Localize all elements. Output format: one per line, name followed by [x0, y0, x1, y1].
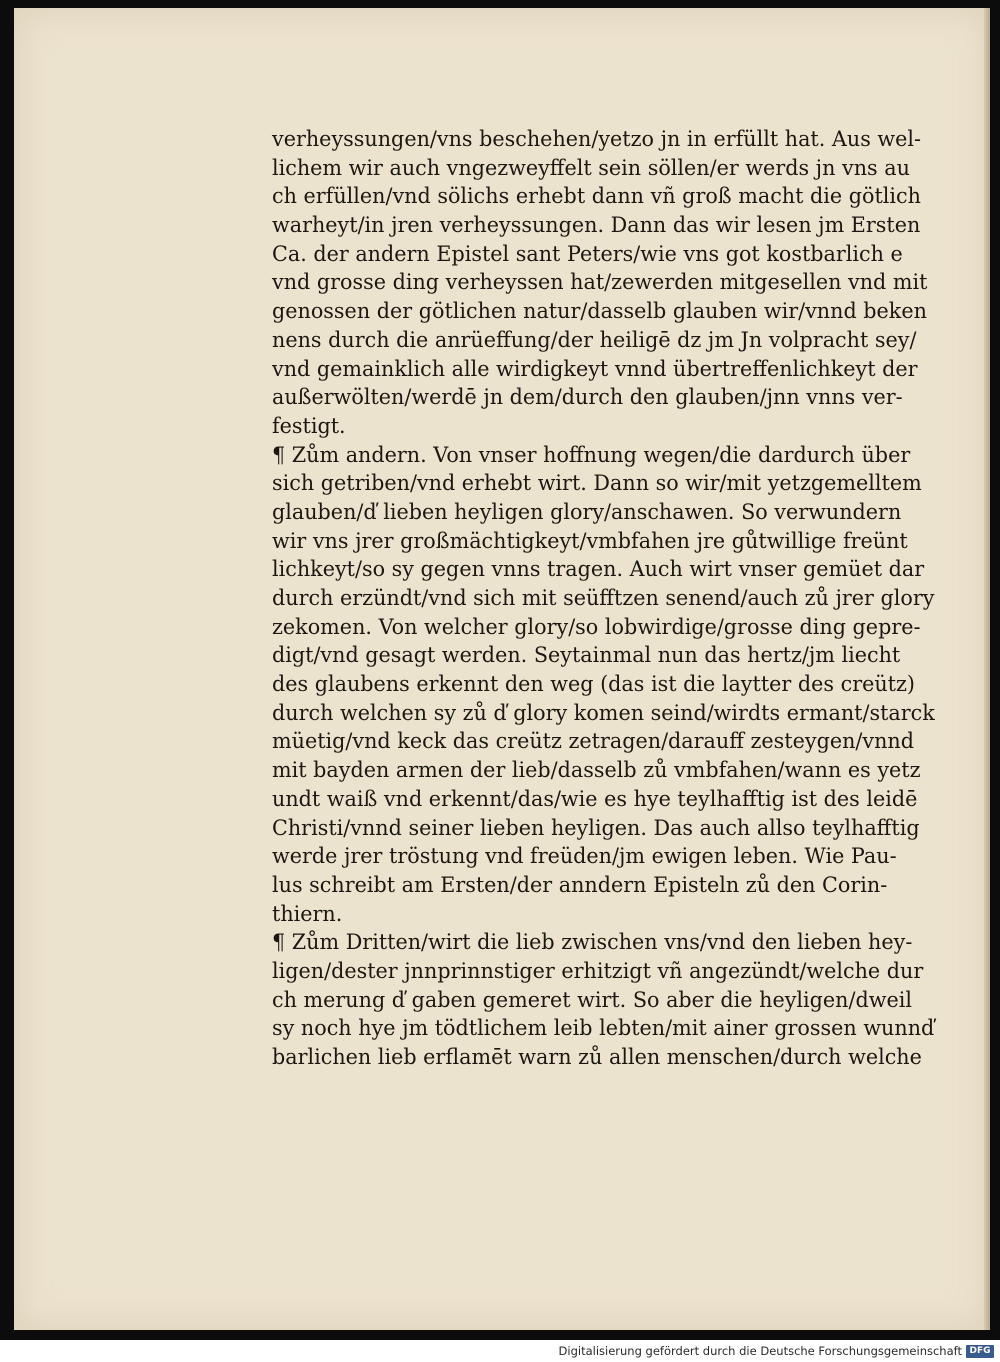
text-line: sich getriben/vnd erhebt wirt. Dann so wir/mit yetzgemelltem	[272, 471, 922, 496]
text-line: durch welchen sy zů ď glory komen seind/wirdts ermant/starck	[272, 700, 935, 725]
text-line: vnd gemainklich alle wirdigkeyt vnnd übertreffenlichkeyt der	[272, 356, 918, 381]
text-line: ligen/dester jnnprinnstiger erhitzigt vñ angezündt/welche dur	[272, 958, 924, 983]
text-line: verheyssungen/vns beschehen/yetzo jn in erfüllt hat. Aus wel-	[272, 127, 922, 151]
text-line: lichkeyt/so sy gegen vnns tragen. Auch wirt vnser gemüet dar	[272, 557, 925, 582]
text-line: ¶ Zům Dritten/wirt die lieb zwischen vns/vnd den lieben hey-	[272, 930, 913, 955]
text-line: undt waiß vnd erkennt/das/wie es hye teylhafftig ist des leidē	[272, 786, 918, 811]
text-line: lichem wir auch vngezweyffelt sein söllen/er werds jn vns au	[272, 155, 910, 180]
text-line: thiern.	[272, 901, 343, 926]
text-line: ch merung ď gaben gemeret wirt. So aber die heyligen/dweil	[272, 987, 912, 1012]
text-line: ¶ Zům andern. Von vnser hoffnung wegen/die dardurch über	[272, 442, 911, 467]
text-line: werde jrer tröstung vnd freüden/jm ewigen leben. Wie Pau-	[272, 844, 897, 869]
book-page	[14, 8, 990, 1330]
text-line: müetig/vnd keck das creütz zetragen/darauff zesteygen/vnnd	[272, 729, 915, 754]
text-line: warheyt/in jren verheyssungen. Dann das wir lesen jm Ersten	[272, 213, 921, 238]
text-line: barlichen lieb erflamēt warn zů allen menschen/durch welche	[272, 1045, 922, 1069]
funding-credit: Digitalisierung gefördert durch die Deutsche Forschungsgemeinschaft	[558, 1344, 962, 1358]
text-line: digt/vnd gesagt werden. Seytainmal nun das hertz/jm liecht	[272, 643, 901, 668]
text-line: lus schreibt am Ersten/der anndern Episteln zů den Corin-	[272, 872, 888, 897]
footer-bar	[0, 1341, 1000, 1362]
text-line: nens durch die anrüeffung/der heiligē dz jm Jn volpracht sey/	[272, 327, 917, 352]
page-edge	[984, 8, 990, 1330]
text-line: wir vns jrer großmächtigkeyt/vmbfahen jre gůtwillige freünt	[272, 528, 908, 553]
page-text-block	[272, 125, 972, 1072]
text-line: Ca. der andern Epistel sant Peters/wie vns got kostbarlich e	[272, 241, 903, 266]
text-line: durch erzündt/vnd sich mit seüfftzen senend/auch zů jrer glory	[272, 586, 935, 610]
text-line: Christi/vnnd seiner lieben heyligen. Das auch allso teylhafftig	[272, 815, 920, 840]
text-line: genossen der götlichen natur/dasselb glauben wir/vnnd beken	[272, 299, 927, 324]
dfg-logo: DFG	[966, 1345, 994, 1358]
text-line: festigt.	[272, 413, 346, 438]
text-line: des glaubens erkennt den weg (das ist die laytter des creütz)	[272, 672, 915, 697]
text-line: glauben/ď lieben heyligen glory/anschawen. So verwundern	[272, 499, 902, 524]
text-line: sy noch hye jm tödtlichem leib lebten/mit ainer grossen wunnď	[272, 1016, 935, 1041]
text-line: mit bayden armen der lieb/dasselb zů vmbfahen/wann es yetz	[272, 758, 921, 783]
text-line: außerwölten/werdē jn dem/durch den glauben/jnn vnns ver-	[272, 385, 903, 410]
text-line: vnd grosse ding verheyssen hat/zewerden mitgesellen vnd mit	[272, 270, 928, 295]
text-line: zekomen. Von welcher glory/so lobwirdige/grosse ding gepre-	[272, 614, 921, 639]
text-line: ch erfüllen/vnd sölichs erhebt dann vñ groß macht die götlich	[272, 184, 921, 209]
